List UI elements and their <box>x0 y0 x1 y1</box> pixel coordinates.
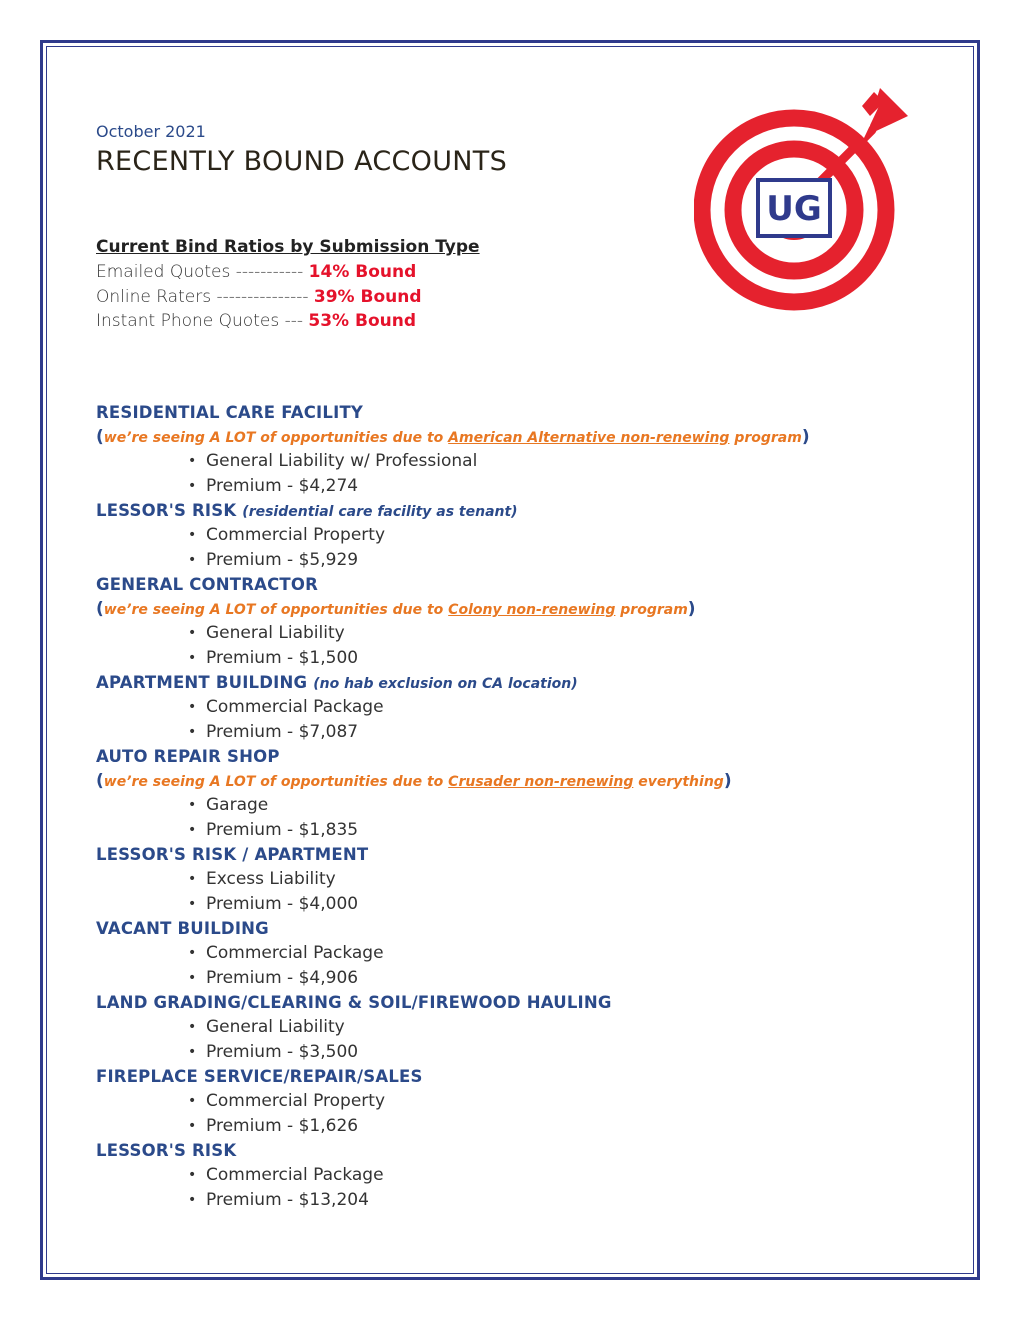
account-name: AUTO REPAIR SHOP <box>96 747 280 766</box>
account-entry <box>96 916 956 990</box>
coverage-type: Commercial Package <box>206 943 384 963</box>
bullet-icon: • <box>188 1019 197 1035</box>
coverage-list <box>96 867 956 916</box>
account-note <box>96 597 956 621</box>
bullet-icon: • <box>188 527 197 543</box>
list-item <box>96 892 956 917</box>
report-date: October 2021 <box>96 122 206 141</box>
account-name: LESSOR'S RISK / APARTMENT <box>96 845 369 864</box>
note-text: we’re seeing A LOT of opportunities due to <box>103 602 449 618</box>
note-text-end: everything <box>633 774 724 790</box>
accounts-list <box>96 400 956 1212</box>
premium: Premium - $4,274 <box>206 475 359 496</box>
list-item <box>96 695 956 720</box>
bullet-icon: • <box>188 1043 197 1060</box>
account-heading <box>96 842 956 867</box>
account-entry <box>96 842 956 916</box>
ratio-row <box>96 260 480 285</box>
note-text: we’re seeing A LOT of opportunities due to <box>103 430 449 446</box>
bind-ratios-heading: Current Bind Ratios by Submission Type <box>96 237 480 257</box>
premium: Premium - $1,835 <box>206 819 359 840</box>
bullet-icon: • <box>188 453 197 469</box>
account-note <box>96 769 956 793</box>
account-name: RESIDENTIAL CARE FACILITY <box>96 403 364 422</box>
account-entry <box>96 670 956 744</box>
account-heading <box>96 990 956 1015</box>
account-name: LAND GRADING/CLEARING & SOIL/FIREWOOD HAULING <box>96 993 612 1012</box>
list-item <box>96 793 956 818</box>
bullet-icon: • <box>188 945 197 961</box>
premium: Premium - $1,626 <box>206 1115 359 1136</box>
logo-text: UG <box>766 189 822 229</box>
bullet-icon: • <box>188 797 197 813</box>
ratio-row <box>96 285 480 310</box>
list-item <box>96 1040 956 1065</box>
coverage-list <box>96 1015 956 1064</box>
account-heading <box>96 1138 956 1163</box>
coverage-type: Commercial Property <box>206 525 386 545</box>
bullet-icon: • <box>188 649 197 666</box>
account-name: APARTMENT BUILDING <box>96 673 308 692</box>
bullet-icon: • <box>188 625 197 641</box>
list-item <box>96 548 956 573</box>
note-text: we’re seeing A LOT of opportunities due to <box>103 774 449 790</box>
premium: Premium - $5,929 <box>206 549 359 570</box>
coverage-type: General Liability <box>206 1017 345 1037</box>
coverage-type: Excess Liability <box>206 869 336 889</box>
note-text-end: program <box>729 430 802 446</box>
list-item <box>96 1089 956 1114</box>
ratio-value: 53% Bound <box>308 311 417 331</box>
premium: Premium - $13,204 <box>206 1189 369 1210</box>
account-heading <box>96 498 956 523</box>
ratio-label: Online Raters --------------- <box>96 286 314 307</box>
list-item <box>96 1163 956 1188</box>
bullet-icon: • <box>188 821 197 838</box>
account-name: LESSOR'S RISK <box>96 501 237 520</box>
account-entry <box>96 400 956 498</box>
premium: Premium - $4,906 <box>206 967 359 988</box>
account-entry <box>96 572 956 670</box>
bullet-icon: • <box>188 1167 197 1183</box>
account-paren-note: (no hab exclusion on CA location) <box>313 676 578 692</box>
note-underlined: American Alternative non-renewing <box>448 430 730 446</box>
premium: Premium - $7,087 <box>206 721 359 742</box>
note-open-paren: ( <box>96 599 104 619</box>
ratio-value: 14% Bound <box>308 262 417 282</box>
premium: Premium - $4,000 <box>206 893 359 914</box>
account-name: LESSOR'S RISK <box>96 1141 237 1160</box>
account-entry <box>96 498 956 572</box>
target-logo-icon <box>694 84 914 314</box>
list-item <box>96 720 956 745</box>
ratio-value: 39% Bound <box>313 286 422 307</box>
coverage-type: Commercial Package <box>206 1165 384 1185</box>
bullet-icon: • <box>188 895 197 912</box>
note-underlined: Crusader non-renewing <box>448 774 634 790</box>
account-heading <box>96 1064 956 1089</box>
bind-ratios-section <box>96 236 480 334</box>
bullet-icon: • <box>188 699 197 715</box>
coverage-list <box>96 1089 956 1138</box>
premium: Premium - $3,500 <box>206 1041 359 1062</box>
bullet-icon: • <box>188 1191 197 1208</box>
ratio-row <box>96 309 480 334</box>
bullet-icon: • <box>188 871 197 887</box>
bullet-icon: • <box>188 1117 197 1134</box>
coverage-type: General Liability w/ Professional <box>206 451 478 471</box>
coverage-list <box>96 793 956 842</box>
account-name: VACANT BUILDING <box>96 919 269 938</box>
account-heading <box>96 400 956 425</box>
coverage-type: Garage <box>206 795 269 815</box>
list-item <box>96 1114 956 1139</box>
bullet-icon: • <box>188 1093 197 1109</box>
bullet-icon: • <box>188 551 197 568</box>
account-heading <box>96 744 956 769</box>
account-entry <box>96 1064 956 1138</box>
list-item <box>96 867 956 892</box>
coverage-list <box>96 1163 956 1212</box>
premium: Premium - $1,500 <box>206 647 359 668</box>
list-item <box>96 966 956 991</box>
coverage-type: Commercial Package <box>206 697 384 717</box>
coverage-list <box>96 621 956 670</box>
note-close-paren: ) <box>723 771 732 791</box>
note-open-paren: ( <box>96 771 104 791</box>
coverage-type: General Liability <box>206 623 345 643</box>
coverage-list <box>96 523 956 572</box>
account-note <box>96 425 956 449</box>
account-entry <box>96 1138 956 1212</box>
note-close-paren: ) <box>687 599 696 619</box>
coverage-list <box>96 695 956 744</box>
note-close-paren: ) <box>801 427 810 447</box>
coverage-type: Commercial Property <box>206 1091 386 1111</box>
note-text-end: program <box>615 602 688 618</box>
account-name: GENERAL CONTRACTOR <box>96 575 318 594</box>
note-underlined: Colony non-renewing <box>448 602 616 618</box>
list-item <box>96 523 956 548</box>
bullet-icon: • <box>188 477 197 494</box>
account-entry <box>96 744 956 842</box>
list-item <box>96 1015 956 1040</box>
list-item <box>96 474 956 499</box>
list-item <box>96 941 956 966</box>
coverage-list <box>96 449 956 498</box>
bullet-icon: • <box>188 969 197 986</box>
account-name: FIREPLACE SERVICE/REPAIR/SALES <box>96 1067 423 1086</box>
list-item <box>96 1188 956 1213</box>
account-paren-note: (residential care facility as tenant) <box>242 504 518 520</box>
account-heading <box>96 916 956 941</box>
account-heading <box>96 670 956 695</box>
bullet-icon: • <box>188 723 197 740</box>
account-entry <box>96 990 956 1064</box>
account-heading <box>96 572 956 597</box>
page-title: RECENTLY BOUND ACCOUNTS <box>96 146 508 177</box>
coverage-list <box>96 941 956 990</box>
list-item <box>96 449 956 474</box>
ratio-label: Emailed Quotes ----------- <box>96 262 309 282</box>
list-item <box>96 646 956 671</box>
list-item <box>96 621 956 646</box>
ratio-label: Instant Phone Quotes --- <box>96 311 309 331</box>
note-open-paren: ( <box>96 427 104 447</box>
list-item <box>96 818 956 843</box>
